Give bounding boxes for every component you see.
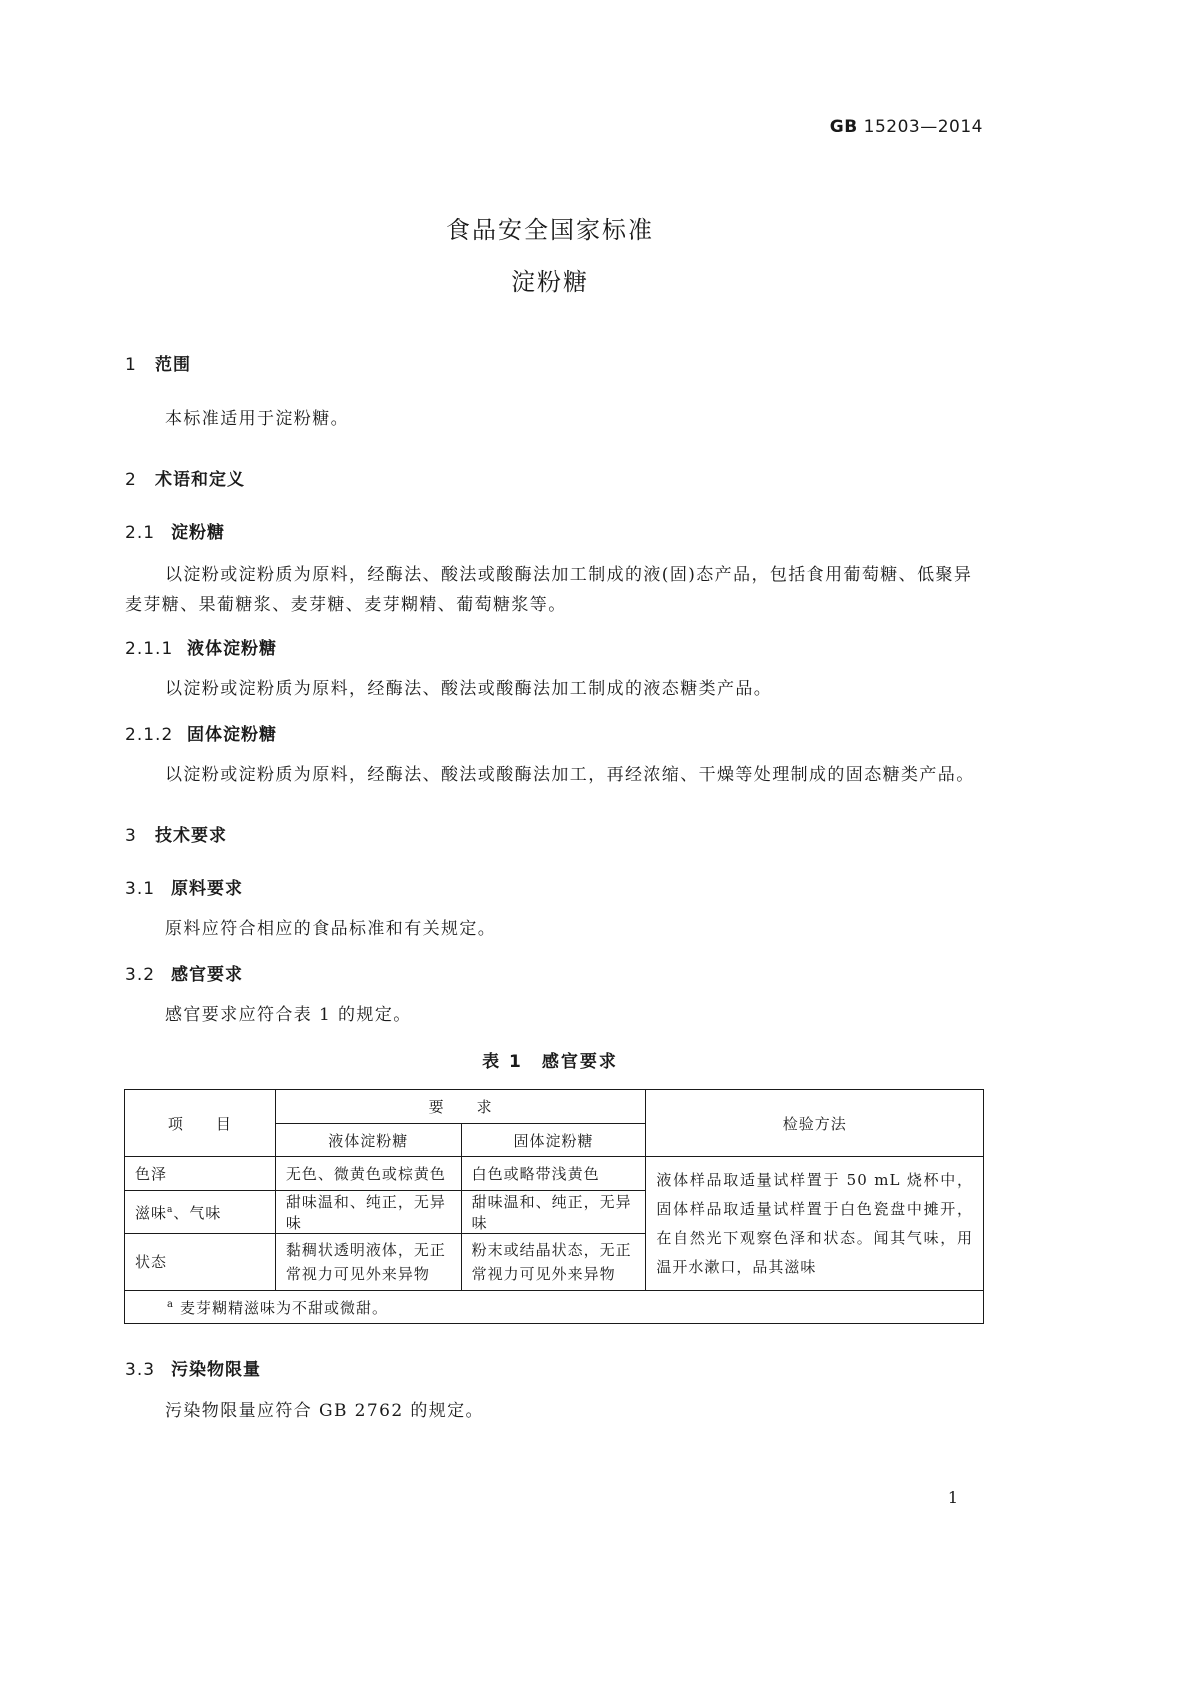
section-3-2-text: 感官要求应符合表 1 的规定。 — [165, 1005, 412, 1025]
section-number: 2 — [125, 470, 137, 490]
section-title: 技术要求 — [155, 826, 227, 846]
section-title: 淀粉糖 — [171, 523, 225, 543]
header-item: 项 目 — [125, 1090, 276, 1157]
gb-prefix: GB — [829, 117, 858, 137]
row-liquid: 无色、微黄色或棕黄色 — [275, 1157, 461, 1191]
section-2-1-1-heading — [125, 634, 277, 659]
section-3-1-text: 原料应符合相应的食品标准和有关规定。 — [165, 919, 497, 939]
section-number: 1 — [125, 355, 137, 375]
section-3-3-heading — [125, 1355, 261, 1380]
section-number: 3.3 — [125, 1360, 156, 1380]
section-title: 范围 — [155, 355, 191, 375]
row-solid: 粉末或结晶状态，无正常视力可见外来异物 — [461, 1234, 646, 1291]
footnote-marker: a — [167, 1204, 174, 1215]
test-method-text: 液体样品取适量试样置于 50 mL 烧杯中，固体样品取适量试样置于白色瓷盘中摊开，在自然光下观察色泽和状态。闻其气味，用温开水漱口，品其滋味 — [646, 1157, 984, 1291]
header-test-method: 检验方法 — [646, 1090, 984, 1157]
document-title: 食品安全国家标准 — [446, 216, 654, 244]
document-subtitle: 淀粉糖 — [511, 268, 589, 296]
section-title: 感官要求 — [171, 965, 243, 985]
section-2-1-heading — [125, 518, 225, 543]
table-header-row — [125, 1090, 984, 1124]
section-1-text: 本标准适用于淀粉糖。 — [165, 409, 349, 429]
section-3-1-heading — [125, 874, 243, 899]
section-2-1-2-text: 以淀粉或淀粉质为原料，经酶法、酸法或酸酶法加工，再经浓缩、干燥等处理制成的固态糖类产品。 — [165, 765, 975, 785]
table-1-caption: 表 1 感官要求 — [482, 1052, 618, 1072]
section-number: 2.1.1 — [125, 639, 174, 659]
section-title: 原料要求 — [171, 879, 243, 899]
section-title: 污染物限量 — [171, 1360, 261, 1380]
row-liquid: 甜味温和、纯正，无异味 — [275, 1191, 461, 1234]
footnote-marker: a — [167, 1298, 174, 1310]
section-number: 3 — [125, 826, 137, 846]
section-number: 2.1.2 — [125, 725, 174, 745]
table-footnote — [125, 1291, 984, 1324]
footnote-text: 麦芽糊精滋味为不甜或微甜。 — [179, 1298, 388, 1317]
header-requirement: 要 求 — [275, 1090, 646, 1124]
section-2-1-2-heading — [125, 720, 277, 745]
row-solid: 白色或略带浅黄色 — [461, 1157, 646, 1191]
header-solid: 固体淀粉糖 — [461, 1124, 646, 1157]
row-solid: 甜味温和、纯正，无异味 — [461, 1191, 646, 1234]
page-number: 1 — [947, 1488, 958, 1507]
row-item: 色泽 — [125, 1157, 276, 1191]
row-item — [125, 1191, 276, 1234]
sensory-requirements-table — [124, 1089, 984, 1324]
section-title: 固体淀粉糖 — [187, 725, 277, 745]
row-item-label: 滋味 — [135, 1203, 168, 1222]
row-liquid: 黏稠状透明液体，无正常视力可见外来异物 — [275, 1234, 461, 1291]
section-number: 2.1 — [125, 523, 156, 543]
section-number: 3.1 — [125, 879, 156, 899]
table-row — [125, 1157, 984, 1191]
table-footnote-row — [125, 1291, 984, 1324]
section-2-1-1-text: 以淀粉或淀粉质为原料，经酶法、酸法或酸酶法加工制成的液态糖类产品。 — [165, 679, 773, 699]
section-1-heading — [125, 350, 191, 375]
header-liquid: 液体淀粉糖 — [275, 1124, 461, 1157]
section-2-heading — [125, 465, 245, 490]
section-3-heading — [125, 821, 227, 846]
section-3-3-text: 污染物限量应符合 GB 2762 的规定。 — [165, 1401, 484, 1421]
standard-code — [830, 117, 983, 137]
section-title: 液体淀粉糖 — [187, 639, 277, 659]
section-3-2-heading — [125, 960, 243, 985]
standard-number: 15203—2014 — [863, 117, 983, 137]
row-item-suffix: 、气味 — [173, 1203, 222, 1222]
section-2-1-text: 以淀粉或淀粉质为原料，经酶法、酸法或酸酶法加工制成的液(固)态产品，包括食用葡萄糖、低聚异麦芽糖、果葡糖浆、麦芽糖、麦芽糊精、葡萄糖浆等。 — [125, 565, 973, 615]
row-item: 状态 — [125, 1234, 276, 1291]
section-title: 术语和定义 — [155, 470, 245, 490]
section-number: 3.2 — [125, 965, 156, 985]
